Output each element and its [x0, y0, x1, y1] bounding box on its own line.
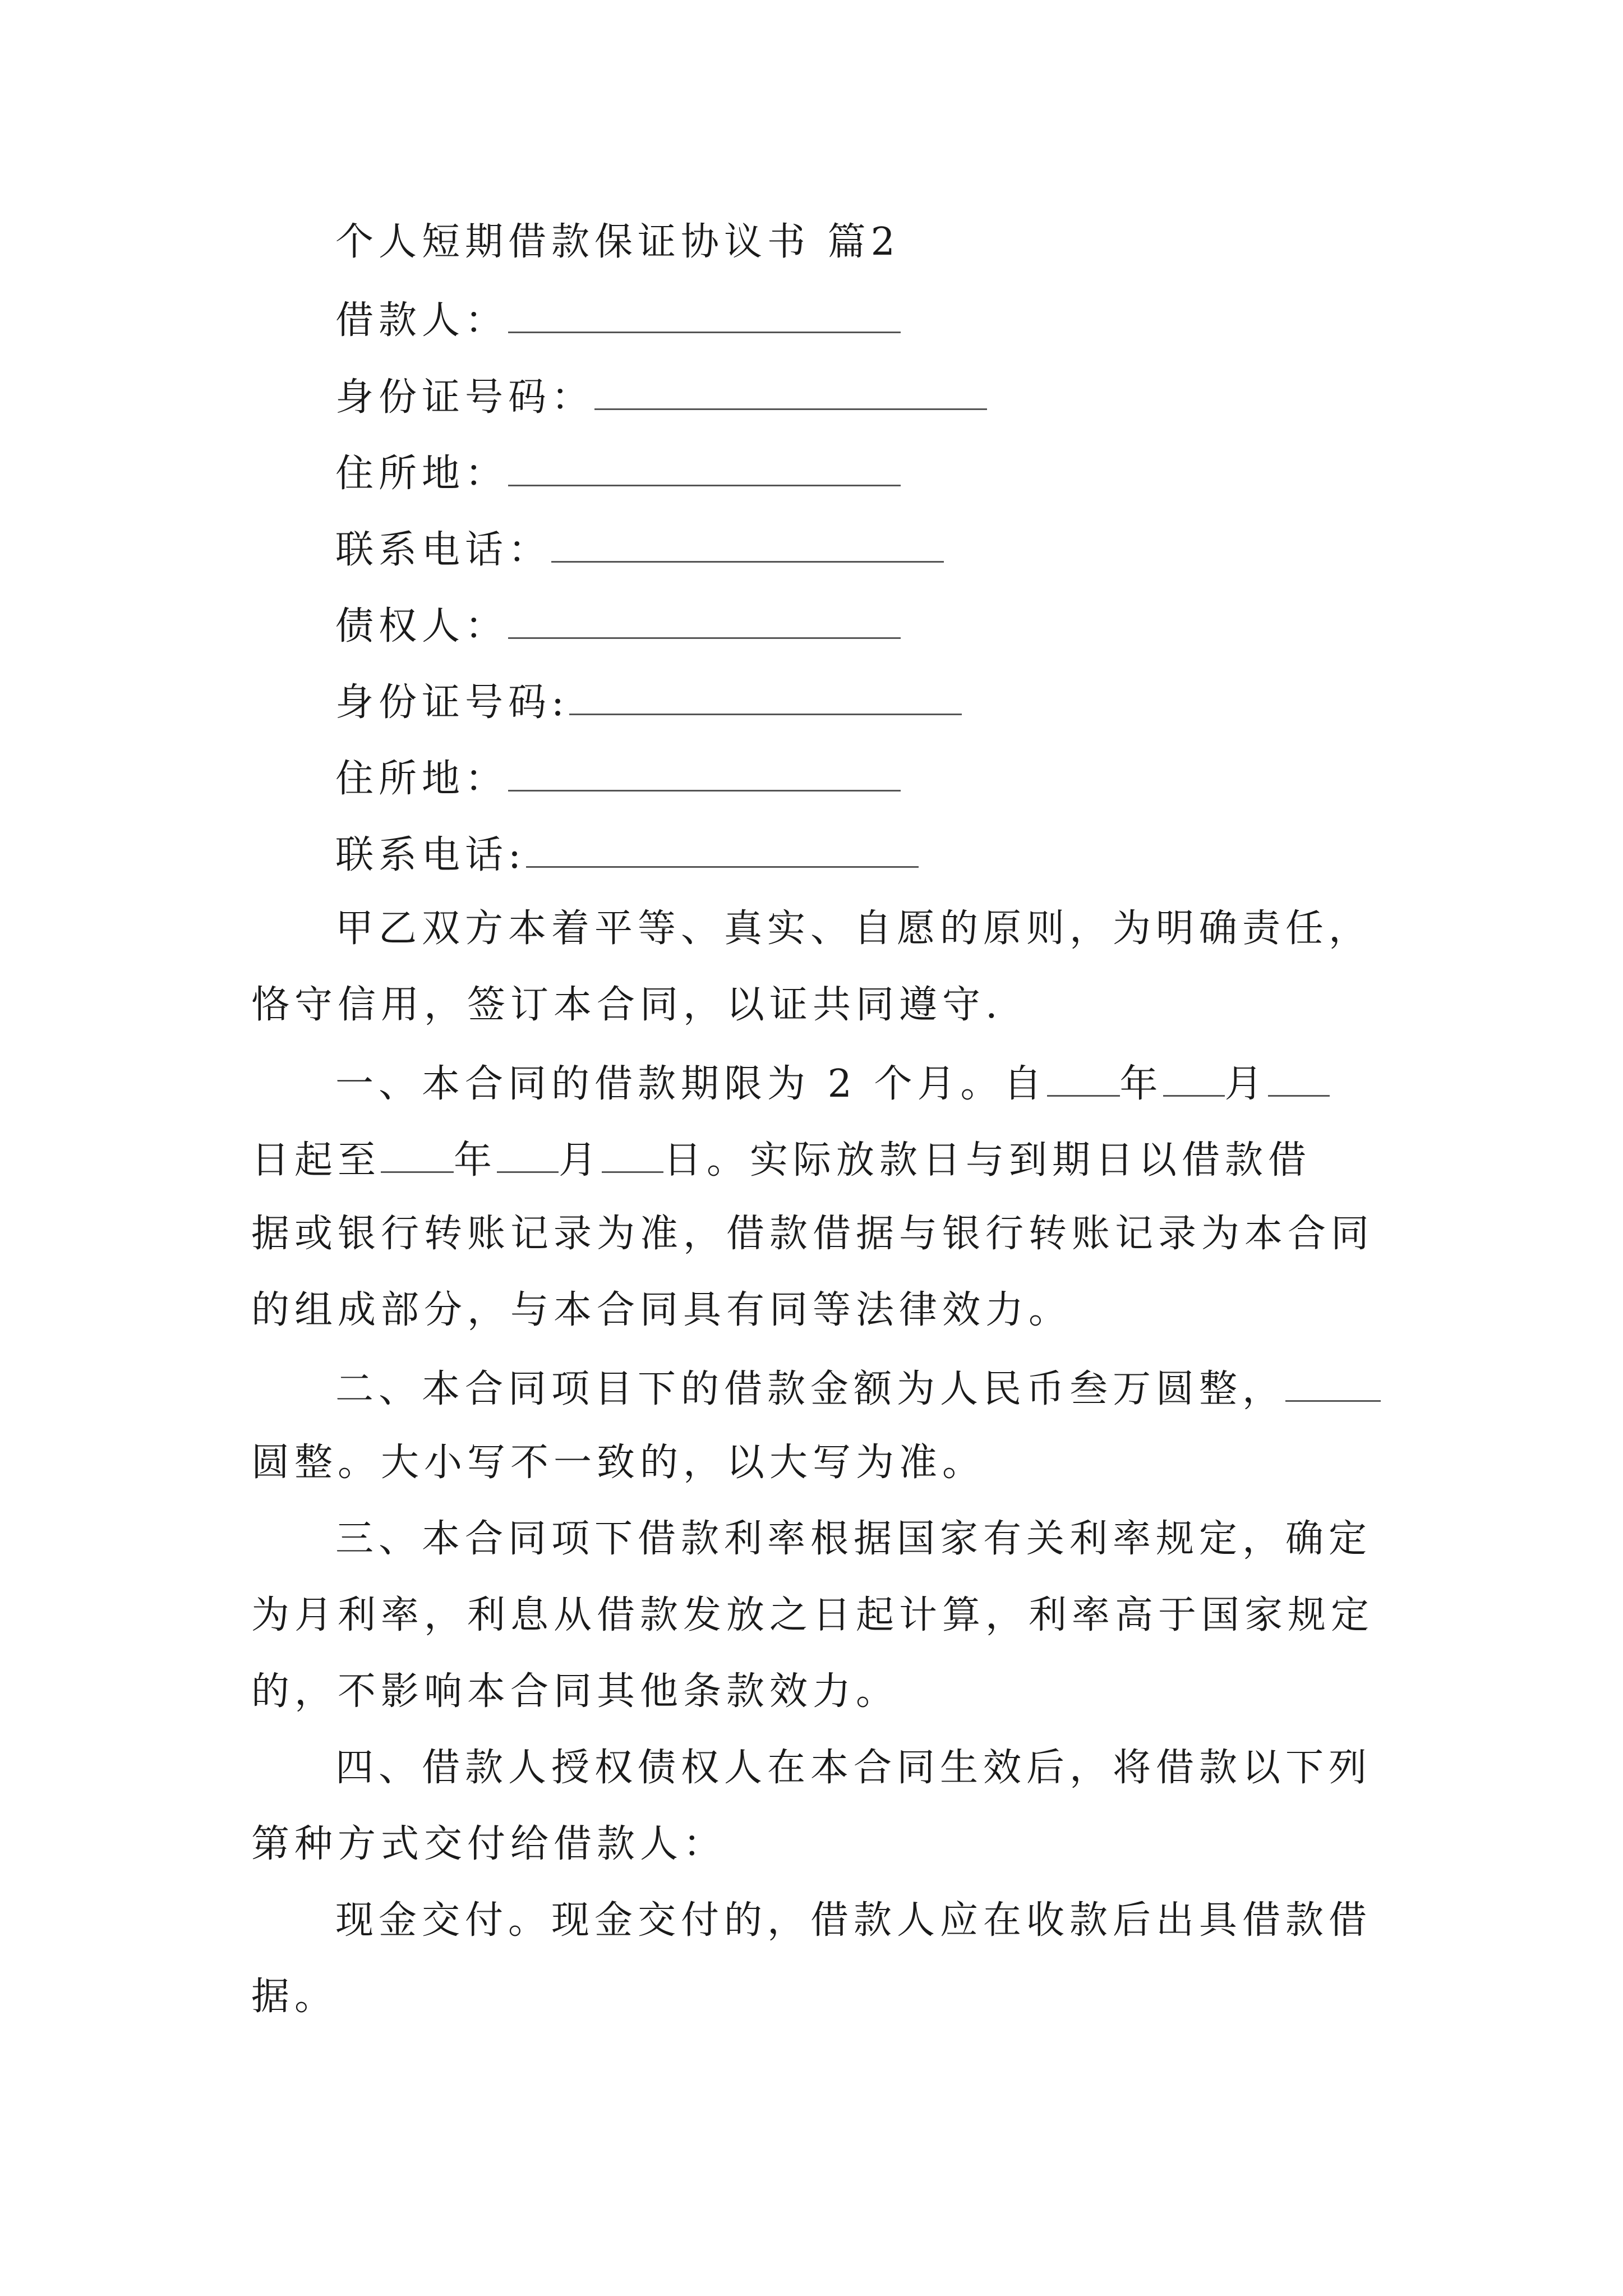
month-label: 月: [559, 1138, 602, 1182]
year-label: 年: [454, 1138, 497, 1182]
clause-5-line-1: 现金交付。现金交付的，借款人应在收款后出具借款借: [335, 1898, 1372, 1943]
clause-4-line-1: 四、借款人授权债权人在本合同生效后，将借款以下列: [335, 1746, 1372, 1790]
clause-text: 二、本合同项目下的借款金额为人民币叁万圆整，: [335, 1367, 1286, 1411]
clause-4-line-2: 第种方式交付给借款人：: [251, 1822, 727, 1866]
amount-blank: [1285, 1368, 1381, 1402]
month-label: 月: [1224, 1062, 1268, 1106]
year-label: 年: [1119, 1062, 1163, 1106]
field-blank: [526, 834, 919, 868]
field-label: 联系电话：: [335, 528, 552, 572]
clause-text: 一、本合同的借款期限为 2 个月。自: [335, 1062, 1047, 1106]
clause-3-line-2: 为月利率，利息从借款发放之日起计算，利率高于国家规定: [251, 1593, 1375, 1637]
field-creditor-address: [335, 757, 901, 801]
field-borrower-id: [335, 375, 987, 420]
field-blank: [508, 452, 901, 486]
clause-1-line-3: 据或银行转账记录为准，借款借据与银行转账记录为本合同: [251, 1212, 1375, 1256]
field-label: 联系电话:: [335, 833, 526, 877]
field-label: 身份证号码：: [335, 375, 595, 420]
field-borrower-address: [335, 452, 901, 496]
day-blank: [1268, 1062, 1330, 1097]
field-creditor: [335, 605, 901, 646]
year-blank: [381, 1139, 454, 1173]
clause-1-line-1: [335, 1062, 1330, 1106]
field-blank: [594, 376, 987, 410]
field-borrower-phone: [335, 528, 944, 572]
clause-1-line-2: [251, 1139, 1311, 1180]
field-borrower: [335, 298, 901, 343]
intro-line-1: 甲乙双方本着平等、真实、自愿的原则，为明确责任，: [335, 907, 1372, 951]
clause-1-line-4: 的组成部分，与本合同具有同等法律效力。: [251, 1288, 1072, 1332]
field-blank: [508, 605, 901, 639]
field-label: 债权人：: [335, 604, 509, 648]
field-blank: [508, 757, 901, 792]
clause-5-line-2: 据。: [251, 1975, 338, 2019]
intro-line-2: 恪守信用，签订本合同，以证共同遵守.: [251, 983, 1003, 1027]
field-blank: [508, 299, 901, 333]
clause-text: 日。实际放款日与到期日以借款借: [663, 1138, 1312, 1182]
field-creditor-id: [335, 680, 962, 725]
clause-2-line-2: 圆整。大小写不一致的，以大写为准。: [251, 1441, 986, 1485]
field-label: 借款人：: [335, 298, 509, 343]
clause-2-line-1: [335, 1368, 1381, 1409]
document-title: 个人短期借款保证协议书 篇2: [335, 220, 900, 264]
field-label: 住所地：: [335, 757, 509, 801]
clause-text: 日起至: [251, 1138, 381, 1182]
field-label: 住所地：: [335, 452, 509, 496]
clause-3-line-1: 三、本合同项下借款利率根据国家有关利率规定，确定: [335, 1517, 1372, 1561]
field-label: 身份证号码:: [335, 680, 569, 725]
day-blank: [602, 1139, 663, 1173]
year-blank: [1047, 1062, 1120, 1097]
field-blank: [551, 528, 944, 563]
field-creditor-phone: [335, 834, 919, 875]
month-blank: [1163, 1062, 1225, 1097]
month-blank: [497, 1139, 559, 1173]
field-blank: [569, 681, 962, 715]
clause-3-line-3: 的，不影响本合同其他条款效力。: [251, 1669, 900, 1714]
